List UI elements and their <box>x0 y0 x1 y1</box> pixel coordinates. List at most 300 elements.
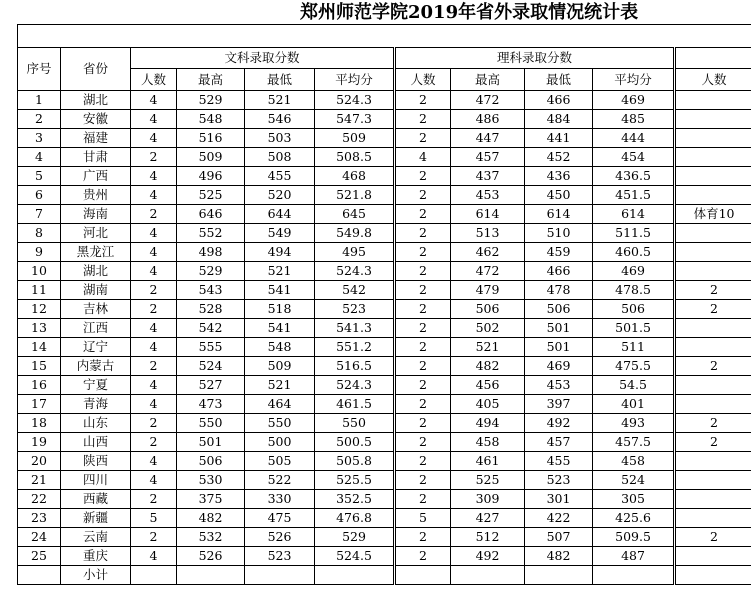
table-row <box>18 319 751 338</box>
like-min-cell: 469 <box>525 357 593 376</box>
wenke-avg-cell: 516.5 <box>315 357 395 376</box>
wenke-min-cell: 330 <box>245 490 315 509</box>
province-cell: 新疆 <box>61 509 131 528</box>
wenke-avg-cell: 495 <box>315 243 395 262</box>
header-row-1 <box>18 48 751 69</box>
wenke-avg-cell: 529 <box>315 528 395 547</box>
like-max-cell: 447 <box>451 129 525 148</box>
like-avg-cell: 493 <box>593 414 675 433</box>
extra-count-cell <box>675 243 751 262</box>
wenke-count-cell: 4 <box>131 186 177 205</box>
wenke-max-cell: 375 <box>177 490 245 509</box>
wenke-max-cell: 550 <box>177 414 245 433</box>
wenke-min-cell: 505 <box>245 452 315 471</box>
header-like-count: 人数 <box>395 69 451 91</box>
wenke-count-cell: 4 <box>131 224 177 243</box>
province-cell: 贵州 <box>61 186 131 205</box>
header-province: 省份 <box>61 48 131 91</box>
wenke-count-cell: 5 <box>131 509 177 528</box>
like-avg-cell: 425.6 <box>593 509 675 528</box>
province-cell: 辽宁 <box>61 338 131 357</box>
seq-cell: 9 <box>18 243 61 262</box>
wenke-min-cell: 526 <box>245 528 315 547</box>
header-wenke-max: 最高 <box>177 69 245 91</box>
wenke-avg-cell: 550 <box>315 414 395 433</box>
table-row <box>18 300 751 319</box>
seq-cell: 20 <box>18 452 61 471</box>
wenke-min-cell: 550 <box>245 414 315 433</box>
extra-count-cell <box>675 224 751 243</box>
like-max-cell: 472 <box>451 262 525 281</box>
wenke-max-cell: 525 <box>177 186 245 205</box>
header-like-min: 最低 <box>525 69 593 91</box>
table-row <box>18 414 751 433</box>
header-seq: 序号 <box>18 48 61 91</box>
wenke-max-cell: 526 <box>177 547 245 566</box>
like-min-cell: 457 <box>525 433 593 452</box>
extra-count-cell <box>675 319 751 338</box>
extra-count-cell <box>675 110 751 129</box>
wenke-avg-cell: 523 <box>315 300 395 319</box>
province-cell: 四川 <box>61 471 131 490</box>
extra-count-cell: 体育10 <box>675 205 751 224</box>
extra-count-cell <box>675 395 751 414</box>
header-like: 理科录取分数 <box>395 48 675 69</box>
wenke-avg-cell: 547.3 <box>315 110 395 129</box>
wenke-avg-cell: 352.5 <box>315 490 395 509</box>
table-row <box>18 110 751 129</box>
like-count-cell: 2 <box>395 376 451 395</box>
wenke-avg-cell: 542 <box>315 281 395 300</box>
wenke-min-cell: 503 <box>245 129 315 148</box>
table-body <box>18 91 751 585</box>
table-row <box>18 490 751 509</box>
like-max-cell: 427 <box>451 509 525 528</box>
wenke-max-cell: 527 <box>177 376 245 395</box>
wenke-max-cell: 498 <box>177 243 245 262</box>
wenke-avg-cell: 524.3 <box>315 91 395 110</box>
like-count-cell: 2 <box>395 490 451 509</box>
wenke-count-cell: 4 <box>131 395 177 414</box>
wenke-avg-cell: 524.3 <box>315 376 395 395</box>
like-avg-cell: 401 <box>593 395 675 414</box>
header-wenke-min: 最低 <box>245 69 315 91</box>
wenke-count-cell: 4 <box>131 547 177 566</box>
like-count-cell: 2 <box>395 338 451 357</box>
header-wenke-avg: 平均分 <box>315 69 395 91</box>
province-cell: 山东 <box>61 414 131 433</box>
wenke-avg-cell: 549.8 <box>315 224 395 243</box>
table-row <box>18 338 751 357</box>
wenke-max-cell: 528 <box>177 300 245 319</box>
seq-cell: 4 <box>18 148 61 167</box>
seq-cell: 24 <box>18 528 61 547</box>
like-min-cell: 501 <box>525 338 593 357</box>
province-cell: 云南 <box>61 528 131 547</box>
wenke-min-cell: 541 <box>245 281 315 300</box>
header-like-avg: 平均分 <box>593 69 675 91</box>
table-row <box>18 167 751 186</box>
seq-cell: 11 <box>18 281 61 300</box>
wenke-avg-cell: 525.5 <box>315 471 395 490</box>
like-avg-cell: 469 <box>593 91 675 110</box>
like-min-cell: 436 <box>525 167 593 186</box>
seq-cell: 8 <box>18 224 61 243</box>
table-row <box>18 471 751 490</box>
wenke-min-cell: 475 <box>245 509 315 528</box>
like-count-cell: 2 <box>395 224 451 243</box>
wenke-max-cell: 482 <box>177 509 245 528</box>
like-min-cell: 506 <box>525 300 593 319</box>
wenke-count-cell: 2 <box>131 357 177 376</box>
header-wenke-count: 人数 <box>131 69 177 91</box>
wenke-max-cell: 542 <box>177 319 245 338</box>
seq-cell: 2 <box>18 110 61 129</box>
like-count-cell: 2 <box>395 186 451 205</box>
wenke-max-cell: 524 <box>177 357 245 376</box>
subtotal-label: 小计 <box>61 566 131 585</box>
extra-count-cell: 2 <box>675 433 751 452</box>
wenke-max-cell: 552 <box>177 224 245 243</box>
wenke-avg-cell: 509 <box>315 129 395 148</box>
like-max-cell: 521 <box>451 338 525 357</box>
wenke-min-cell: 522 <box>245 471 315 490</box>
wenke-max-cell: 496 <box>177 167 245 186</box>
seq-cell: 3 <box>18 129 61 148</box>
extra-count-cell <box>675 91 751 110</box>
wenke-min-cell: 518 <box>245 300 315 319</box>
like-max-cell: 457 <box>451 148 525 167</box>
table-row <box>18 129 751 148</box>
extra-count-cell <box>675 167 751 186</box>
wenke-min-cell: 494 <box>245 243 315 262</box>
like-max-cell: 437 <box>451 167 525 186</box>
like-max-cell: 405 <box>451 395 525 414</box>
subtotal-cell <box>593 566 675 585</box>
wenke-count-cell: 4 <box>131 129 177 148</box>
table-row <box>18 528 751 547</box>
like-count-cell: 2 <box>395 243 451 262</box>
header-like-max: 最高 <box>451 69 525 91</box>
like-max-cell: 502 <box>451 319 525 338</box>
wenke-min-cell: 455 <box>245 167 315 186</box>
table-row <box>18 452 751 471</box>
province-cell: 湖北 <box>61 91 131 110</box>
extra-count-cell: 2 <box>675 300 751 319</box>
like-max-cell: 482 <box>451 357 525 376</box>
province-cell: 海南 <box>61 205 131 224</box>
wenke-count-cell: 2 <box>131 205 177 224</box>
province-cell: 青海 <box>61 395 131 414</box>
province-cell: 宁夏 <box>61 376 131 395</box>
wenke-min-cell: 508 <box>245 148 315 167</box>
extra-count-cell <box>675 262 751 281</box>
subtotal-cell <box>315 566 395 585</box>
wenke-avg-cell: 541.3 <box>315 319 395 338</box>
seq-cell: 12 <box>18 300 61 319</box>
table-row <box>18 148 751 167</box>
wenke-min-cell: 521 <box>245 262 315 281</box>
like-min-cell: 422 <box>525 509 593 528</box>
wenke-count-cell: 4 <box>131 319 177 338</box>
seq-cell: 25 <box>18 547 61 566</box>
wenke-max-cell: 548 <box>177 110 245 129</box>
table-row <box>18 186 751 205</box>
table-row <box>18 395 751 414</box>
province-cell: 湖北 <box>61 262 131 281</box>
province-cell: 江西 <box>61 319 131 338</box>
like-avg-cell: 451.5 <box>593 186 675 205</box>
header-extra-count: 人数 <box>675 69 751 91</box>
seq-cell: 13 <box>18 319 61 338</box>
wenke-max-cell: 555 <box>177 338 245 357</box>
header-wenke: 文科录取分数 <box>131 48 395 69</box>
like-max-cell: 462 <box>451 243 525 262</box>
table-row <box>18 243 751 262</box>
like-avg-cell: 511.5 <box>593 224 675 243</box>
like-avg-cell: 509.5 <box>593 528 675 547</box>
like-count-cell: 5 <box>395 509 451 528</box>
subtotal-cell <box>451 566 525 585</box>
wenke-min-cell: 521 <box>245 376 315 395</box>
like-avg-cell: 469 <box>593 262 675 281</box>
like-count-cell: 2 <box>395 167 451 186</box>
like-max-cell: 512 <box>451 528 525 547</box>
extra-count-cell <box>675 376 751 395</box>
seq-cell: 15 <box>18 357 61 376</box>
subtotal-row <box>18 566 751 585</box>
extra-count-cell <box>675 186 751 205</box>
like-count-cell: 2 <box>395 357 451 376</box>
like-avg-cell: 305 <box>593 490 675 509</box>
wenke-max-cell: 543 <box>177 281 245 300</box>
wenke-min-cell: 644 <box>245 205 315 224</box>
table-row <box>18 224 751 243</box>
like-avg-cell: 458 <box>593 452 675 471</box>
page-title: 郑州师范学院2019年省外录取情况统计表 <box>300 2 639 23</box>
wenke-count-cell: 4 <box>131 471 177 490</box>
subtotal-cell <box>395 566 451 585</box>
extra-count-cell <box>675 452 751 471</box>
like-count-cell: 2 <box>395 414 451 433</box>
wenke-avg-cell: 524.3 <box>315 262 395 281</box>
like-max-cell: 456 <box>451 376 525 395</box>
wenke-min-cell: 549 <box>245 224 315 243</box>
like-min-cell: 501 <box>525 319 593 338</box>
like-count-cell: 2 <box>395 205 451 224</box>
like-min-cell: 484 <box>525 110 593 129</box>
table-row <box>18 205 751 224</box>
wenke-max-cell: 529 <box>177 91 245 110</box>
like-min-cell: 466 <box>525 91 593 110</box>
like-max-cell: 486 <box>451 110 525 129</box>
extra-count-cell: 2 <box>675 528 751 547</box>
table-row <box>18 509 751 528</box>
like-avg-cell: 457.5 <box>593 433 675 452</box>
like-min-cell: 459 <box>525 243 593 262</box>
extra-count-cell <box>675 148 751 167</box>
like-min-cell: 614 <box>525 205 593 224</box>
wenke-max-cell: 529 <box>177 262 245 281</box>
wenke-avg-cell: 476.8 <box>315 509 395 528</box>
title-row-border <box>17 24 751 47</box>
like-min-cell: 482 <box>525 547 593 566</box>
province-cell: 福建 <box>61 129 131 148</box>
wenke-min-cell: 541 <box>245 319 315 338</box>
like-avg-cell: 454 <box>593 148 675 167</box>
extra-count-cell <box>675 509 751 528</box>
like-max-cell: 525 <box>451 471 525 490</box>
wenke-count-cell: 2 <box>131 528 177 547</box>
subtotal-cell <box>245 566 315 585</box>
wenke-min-cell: 523 <box>245 547 315 566</box>
like-count-cell: 2 <box>395 281 451 300</box>
like-min-cell: 455 <box>525 452 593 471</box>
wenke-count-cell: 2 <box>131 300 177 319</box>
wenke-count-cell: 4 <box>131 338 177 357</box>
extra-count-cell <box>675 490 751 509</box>
wenke-max-cell: 506 <box>177 452 245 471</box>
wenke-count-cell: 4 <box>131 110 177 129</box>
wenke-max-cell: 646 <box>177 205 245 224</box>
province-cell: 重庆 <box>61 547 131 566</box>
wenke-min-cell: 520 <box>245 186 315 205</box>
like-count-cell: 2 <box>395 547 451 566</box>
extra-count-cell <box>675 129 751 148</box>
like-avg-cell: 460.5 <box>593 243 675 262</box>
like-count-cell: 2 <box>395 300 451 319</box>
wenke-avg-cell: 521.8 <box>315 186 395 205</box>
extra-count-cell <box>675 471 751 490</box>
like-avg-cell: 501.5 <box>593 319 675 338</box>
like-max-cell: 461 <box>451 452 525 471</box>
wenke-count-cell: 4 <box>131 243 177 262</box>
wenke-avg-cell: 505.8 <box>315 452 395 471</box>
province-cell: 河北 <box>61 224 131 243</box>
header-extra-blank <box>675 48 751 69</box>
seq-cell: 5 <box>18 167 61 186</box>
like-count-cell: 2 <box>395 262 451 281</box>
like-min-cell: 492 <box>525 414 593 433</box>
like-min-cell: 466 <box>525 262 593 281</box>
seq-cell: 19 <box>18 433 61 452</box>
wenke-avg-cell: 524.5 <box>315 547 395 566</box>
wenke-count-cell: 4 <box>131 452 177 471</box>
wenke-min-cell: 509 <box>245 357 315 376</box>
seq-cell: 23 <box>18 509 61 528</box>
wenke-avg-cell: 551.2 <box>315 338 395 357</box>
wenke-max-cell: 509 <box>177 148 245 167</box>
wenke-count-cell: 2 <box>131 490 177 509</box>
table-row <box>18 547 751 566</box>
wenke-count-cell: 4 <box>131 376 177 395</box>
seq-cell: 1 <box>18 91 61 110</box>
table-row <box>18 281 751 300</box>
seq-cell: 21 <box>18 471 61 490</box>
seq-cell: 14 <box>18 338 61 357</box>
like-count-cell: 2 <box>395 395 451 414</box>
province-cell: 甘肃 <box>61 148 131 167</box>
like-count-cell: 2 <box>395 433 451 452</box>
seq-cell: 7 <box>18 205 61 224</box>
province-cell: 陕西 <box>61 452 131 471</box>
like-min-cell: 507 <box>525 528 593 547</box>
extra-count-cell: 2 <box>675 357 751 376</box>
wenke-count-cell: 2 <box>131 148 177 167</box>
extra-count-cell <box>675 338 751 357</box>
like-min-cell: 478 <box>525 281 593 300</box>
like-avg-cell: 54.5 <box>593 376 675 395</box>
like-max-cell: 453 <box>451 186 525 205</box>
extra-count-cell: 2 <box>675 414 751 433</box>
table-row <box>18 91 751 110</box>
like-avg-cell: 436.5 <box>593 167 675 186</box>
like-max-cell: 513 <box>451 224 525 243</box>
wenke-avg-cell: 468 <box>315 167 395 186</box>
like-avg-cell: 614 <box>593 205 675 224</box>
like-count-cell: 2 <box>395 471 451 490</box>
province-cell: 吉林 <box>61 300 131 319</box>
wenke-avg-cell: 645 <box>315 205 395 224</box>
like-avg-cell: 478.5 <box>593 281 675 300</box>
like-min-cell: 523 <box>525 471 593 490</box>
like-max-cell: 472 <box>451 91 525 110</box>
like-max-cell: 492 <box>451 547 525 566</box>
wenke-min-cell: 464 <box>245 395 315 414</box>
like-max-cell: 506 <box>451 300 525 319</box>
table-row <box>18 262 751 281</box>
table-row <box>18 357 751 376</box>
seq-cell: 16 <box>18 376 61 395</box>
like-avg-cell: 524 <box>593 471 675 490</box>
province-cell: 山西 <box>61 433 131 452</box>
like-avg-cell: 485 <box>593 110 675 129</box>
wenke-count-cell: 4 <box>131 91 177 110</box>
admission-table <box>17 47 751 585</box>
seq-cell: 17 <box>18 395 61 414</box>
wenke-max-cell: 530 <box>177 471 245 490</box>
subtotal-cell <box>18 566 61 585</box>
like-avg-cell: 506 <box>593 300 675 319</box>
like-count-cell: 2 <box>395 528 451 547</box>
like-max-cell: 309 <box>451 490 525 509</box>
like-avg-cell: 511 <box>593 338 675 357</box>
wenke-max-cell: 473 <box>177 395 245 414</box>
province-cell: 安徽 <box>61 110 131 129</box>
like-min-cell: 301 <box>525 490 593 509</box>
seq-cell: 6 <box>18 186 61 205</box>
like-max-cell: 479 <box>451 281 525 300</box>
wenke-count-cell: 2 <box>131 433 177 452</box>
like-avg-cell: 444 <box>593 129 675 148</box>
province-cell: 湖南 <box>61 281 131 300</box>
extra-count-cell <box>675 547 751 566</box>
wenke-count-cell: 4 <box>131 167 177 186</box>
wenke-avg-cell: 461.5 <box>315 395 395 414</box>
extra-count-cell: 2 <box>675 281 751 300</box>
wenke-count-cell: 2 <box>131 281 177 300</box>
like-max-cell: 458 <box>451 433 525 452</box>
like-count-cell: 2 <box>395 319 451 338</box>
wenke-max-cell: 532 <box>177 528 245 547</box>
like-min-cell: 452 <box>525 148 593 167</box>
like-min-cell: 441 <box>525 129 593 148</box>
like-min-cell: 453 <box>525 376 593 395</box>
subtotal-cell <box>177 566 245 585</box>
subtotal-cell <box>675 566 751 585</box>
like-count-cell: 4 <box>395 148 451 167</box>
like-max-cell: 494 <box>451 414 525 433</box>
